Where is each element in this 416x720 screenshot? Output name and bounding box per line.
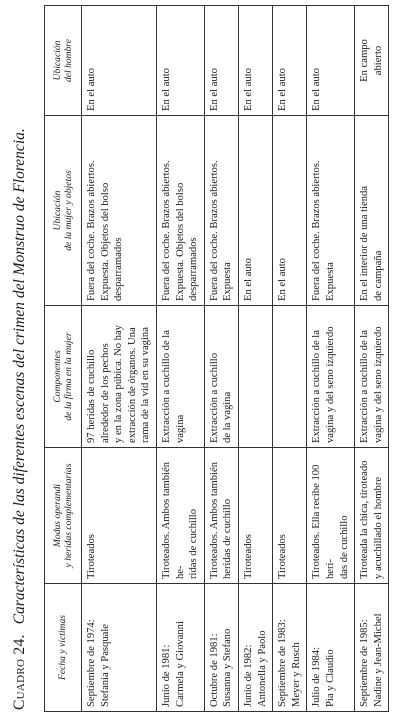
cell-line: vagina y del seno izquierdo [324,326,336,443]
table-body [82,6,389,712]
cell-modus-operandi [307,448,355,584]
cell-line: de la vagina [222,391,234,443]
table-row [273,6,307,712]
cell-woman-location [355,116,389,306]
table-row [204,6,238,712]
caption-label: Cuadro 24. [11,634,28,710]
header-line: de la mujer y objetos [63,170,74,251]
cell-line: heridas de cuchillo [222,498,234,579]
cell-line: de campaña [372,250,384,301]
header-line: Fecha y víctimas [57,615,69,680]
cell-line: Tiroteados. Ambos también [208,461,220,579]
header-line: Ubicación [51,40,63,81]
cell-line: Octubre de 1981: [208,633,220,707]
header-modus-operandi [45,448,82,584]
cell-line: Fuera del coche. Brazos abiertos. [160,160,172,301]
cell-man-location [156,6,204,116]
header-line: de la firma en la mujer [63,332,74,421]
cell-woman-location [238,116,272,306]
header-line: Modus operandi [51,483,63,548]
cell-man-location [273,6,307,116]
cell-line: En el auto [242,258,254,301]
cell-line: En el auto [311,68,323,111]
cell-line: Extracción a cuchillo [208,352,220,443]
cell-date-victims [307,584,355,712]
cell-line: Extracción a cuchillo de la [311,330,323,443]
table-caption [2,10,38,710]
cell-line: Expuesta [324,262,336,301]
cell-line: alrededor de los pechos [99,343,111,443]
table-row [355,6,389,712]
cell-line: Pia y Claudio [324,649,336,707]
cell-line [242,310,256,443]
cell-line: En el auto [160,68,172,111]
cell-man-location [238,6,272,116]
cell-line: Fuera del coche. Brazos abiertos. [208,160,220,301]
cell-date-victims [156,584,204,712]
cell-line: En campo [359,39,371,82]
cell-woman-location [273,116,307,306]
cell-line: En el auto [277,68,289,111]
cell-line: desparramados [188,237,200,301]
cell-line: Nadine y Jean-Michel [372,613,384,707]
cell-man-location [82,6,157,116]
cell-date-victims [238,584,272,712]
cell-line: Tiroteados. Ella recibe 100 heri- [311,464,336,579]
cell-line: Susanna y Stefano [222,628,234,707]
cell-modus-operandi [204,448,238,584]
header-signature [45,306,82,448]
cell-line: En el interior de una tienda [359,185,371,301]
cell-line: En el auto [242,68,254,111]
cell-line [276,310,290,443]
table-row [156,6,204,712]
cell-line: Junio de 1982: [242,644,254,707]
crime-scenes-table [44,5,389,712]
cell-line: Junio de 1981: [160,644,172,707]
cell-line: En el auto [86,68,97,111]
cell-signature [156,306,204,448]
cell-signature [307,306,355,448]
table-header-row [45,6,82,712]
cell-line: Septiembre de 1983: [277,619,289,707]
cell-woman-location [82,116,157,306]
cell-woman-location [307,116,355,306]
cell-line: Tiroteados [242,534,254,579]
cell-signature [82,306,157,448]
cell-line: Tiroteada la chica, tiroteado [359,460,371,579]
cell-line: Tiroteados. Ambos también he- [160,461,186,579]
header-line: y heridas complementarias [63,463,74,568]
cell-line: Julio de 1984: [311,646,323,707]
cell-man-location [204,6,238,116]
cell-line: das de cuchillo [338,515,350,579]
cell-line: Antonella y Paolo [256,630,268,707]
cell-line: vagina [174,414,186,443]
header-line: del hombre [63,38,74,83]
cell-line: Tiroteados [86,534,97,579]
cell-line: Fuera del coche. Brazos abiertos. [311,160,323,301]
cell-line: y acuchillado el hombre [372,476,384,579]
cell-woman-location [156,116,204,306]
cell-line: Expuesta. Objetos del bolso [174,182,186,301]
cell-line: desparramados [113,237,125,301]
cell-line: Stefania y Pasquale [99,624,111,707]
table-row [238,6,272,712]
cell-woman-location [204,116,238,306]
cell-line: Septiembre de 1985: [359,619,371,707]
caption-title: Características de las diferentes escenas del crimen del Monstruo de Florencia. [11,128,28,625]
header-date-victims [45,584,82,712]
cell-modus-operandi [355,448,389,584]
cell-line: ridas de cuchillo [188,508,200,579]
cell-line: y en la zona púbica. No hay [113,325,125,443]
header-line: Componentes [51,350,63,403]
cell-date-victims [273,584,307,712]
cell-line: En el auto [277,258,289,301]
cell-modus-operandi [273,448,307,584]
cell-line: Fuera del coche. Brazos abiertos. [86,160,97,301]
table-row [307,6,355,712]
cell-modus-operandi [156,448,204,584]
cell-man-location [355,6,389,116]
cell-date-victims [204,584,238,712]
cell-line: rama de la vid en su vagina [140,327,152,443]
cell-line: Expuesta [222,262,234,301]
cell-line: 97 heridas de cuchillo [86,349,97,443]
cell-line: Septiembre de 1974: [86,619,97,707]
cell-line: Carmela y Giovanni [174,621,186,707]
cell-line: abierto [372,45,384,76]
cell-modus-operandi [82,448,157,584]
cell-line: Tiroteados [277,534,289,579]
table-row [82,6,157,712]
cell-line: vagina y del seno izquierdo [372,326,384,443]
cell-line: extracción de órganos. Una [126,327,138,443]
cell-line: Meyer y Rusch [290,642,302,707]
cell-signature [238,306,272,448]
header-man-location [45,6,82,116]
cell-line: Extracción a cuchillo de la [160,330,172,443]
cell-line: En el auto [208,68,220,111]
header-woman-location [45,116,82,306]
cell-signature [204,306,238,448]
cell-date-victims [355,584,389,712]
cell-modus-operandi [238,448,272,584]
cell-signature [273,306,307,448]
cell-signature [355,306,389,448]
cell-date-victims [82,584,157,712]
cell-man-location [307,6,355,116]
cell-line: Extracción a cuchillo de la [359,330,371,443]
cell-line: Expuesta. Objetos del bolso [99,182,111,301]
header-line: Ubicación [51,190,63,231]
